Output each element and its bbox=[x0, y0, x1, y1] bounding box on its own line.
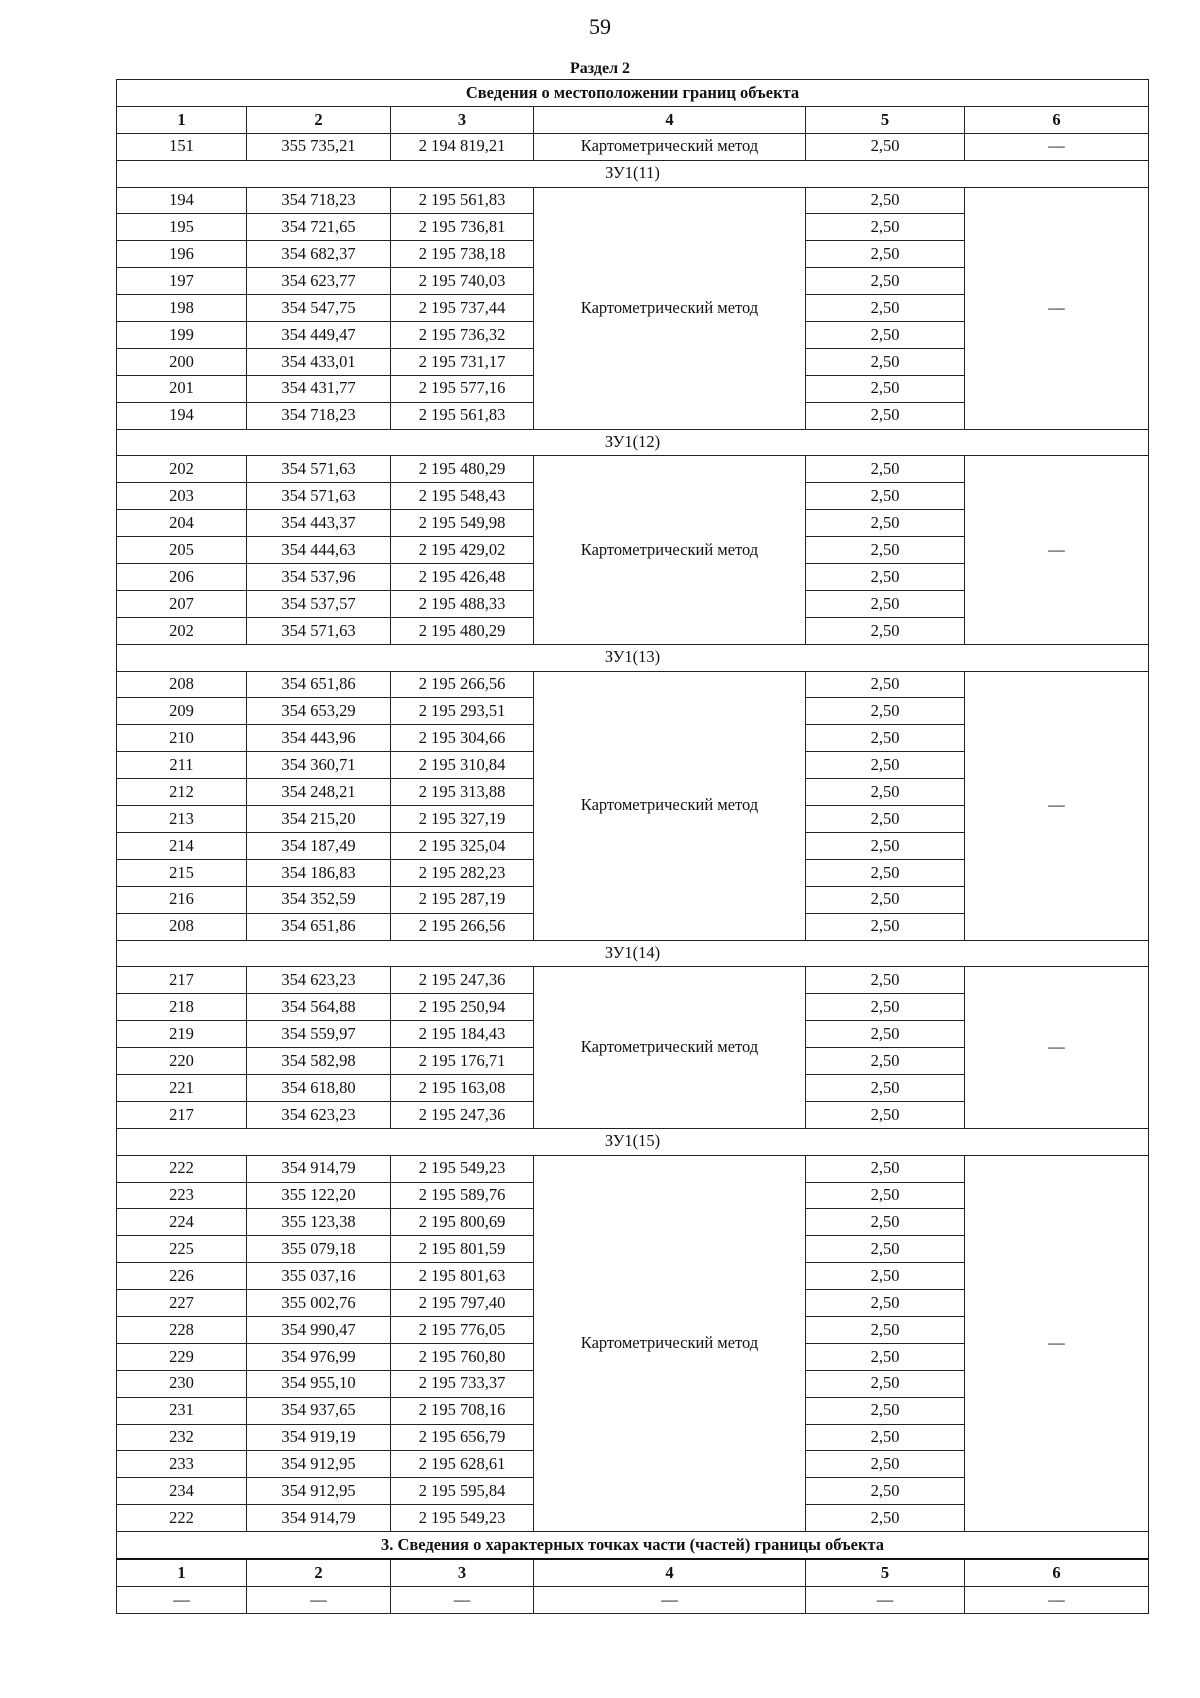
point-number: 200 bbox=[117, 348, 247, 375]
point-number: 199 bbox=[117, 322, 247, 349]
precision-value: 2,50 bbox=[806, 1478, 965, 1505]
point-number: 197 bbox=[117, 268, 247, 295]
part3-row bbox=[117, 1586, 1149, 1613]
boundary-table bbox=[116, 79, 1149, 1614]
coordinate-x: 354 215,20 bbox=[247, 806, 391, 833]
part3-column-header-2: 2 bbox=[247, 1559, 391, 1586]
coordinate-x: 354 623,23 bbox=[247, 967, 391, 994]
part3-column-header-row bbox=[117, 1559, 1149, 1586]
coordinate-x: 354 651,86 bbox=[247, 913, 391, 940]
coordinate-x: 354 718,23 bbox=[247, 402, 391, 429]
point-number: 196 bbox=[117, 241, 247, 268]
coordinate-x: 354 718,23 bbox=[247, 187, 391, 214]
precision-value: 2,50 bbox=[806, 187, 965, 214]
precision-value: 2,50 bbox=[806, 913, 965, 940]
point-number: 228 bbox=[117, 1316, 247, 1343]
point-number: 219 bbox=[117, 1021, 247, 1048]
group-label: ЗУ1(14) bbox=[117, 940, 1149, 967]
coordinate-y: 2 195 429,02 bbox=[391, 537, 534, 564]
point-number: 211 bbox=[117, 752, 247, 779]
coordinate-x: 354 912,95 bbox=[247, 1478, 391, 1505]
group-row bbox=[117, 160, 1149, 187]
precision-value: 2,50 bbox=[806, 967, 965, 994]
coordinate-x: 354 651,86 bbox=[247, 671, 391, 698]
point-number: 220 bbox=[117, 1048, 247, 1075]
table-title-row bbox=[117, 80, 1149, 107]
coordinate-y: 2 195 304,66 bbox=[391, 725, 534, 752]
coordinate-x: 354 547,75 bbox=[247, 295, 391, 322]
precision-value: 2,50 bbox=[806, 886, 965, 913]
point-number: 209 bbox=[117, 698, 247, 725]
cell-col-6: — bbox=[965, 133, 1149, 160]
coordinate-y: 2 195 287,19 bbox=[391, 886, 534, 913]
coordinate-x: 354 571,63 bbox=[247, 483, 391, 510]
precision-value: 2,50 bbox=[806, 268, 965, 295]
precision-value: 2,50 bbox=[806, 698, 965, 725]
coordinate-y: 2 195 561,83 bbox=[391, 187, 534, 214]
coordinate-y: 2 195 163,08 bbox=[391, 1074, 534, 1101]
coordinate-x: 354 571,63 bbox=[247, 617, 391, 644]
coordinate-x: 354 537,57 bbox=[247, 590, 391, 617]
description-cell: — bbox=[965, 456, 1149, 644]
coordinate-x: 354 187,49 bbox=[247, 832, 391, 859]
part3-cell-col-5: — bbox=[806, 1586, 965, 1613]
coordinate-x: 354 618,80 bbox=[247, 1074, 391, 1101]
coordinate-x: 354 360,71 bbox=[247, 752, 391, 779]
coordinate-x: 354 431,77 bbox=[247, 375, 391, 402]
coordinate-x: 354 248,21 bbox=[247, 779, 391, 806]
precision-value: 2,50 bbox=[806, 1316, 965, 1343]
coordinate-x: 354 537,96 bbox=[247, 564, 391, 591]
coordinate-y: 2 195 628,61 bbox=[391, 1451, 534, 1478]
column-header-row bbox=[117, 106, 1149, 133]
part3-title: 3. Сведения о характерных точках части (частей) границы объекта bbox=[117, 1532, 1149, 1559]
precision-value: 2,50 bbox=[806, 214, 965, 241]
coordinate-y: 2 195 327,19 bbox=[391, 806, 534, 833]
method-cell: Картометрический метод bbox=[534, 967, 806, 1128]
coordinate-x: 354 912,95 bbox=[247, 1451, 391, 1478]
coordinate-y: 2 195 488,33 bbox=[391, 590, 534, 617]
coordinate-x: 354 352,59 bbox=[247, 886, 391, 913]
table-row bbox=[117, 133, 1149, 160]
cell-col-2: 355 735,21 bbox=[247, 133, 391, 160]
coordinate-x: 354 582,98 bbox=[247, 1048, 391, 1075]
coordinate-y: 2 195 250,94 bbox=[391, 994, 534, 1021]
coordinate-y: 2 195 561,83 bbox=[391, 402, 534, 429]
coordinate-x: 354 433,01 bbox=[247, 348, 391, 375]
coordinate-x: 354 721,65 bbox=[247, 214, 391, 241]
coordinate-x: 354 914,79 bbox=[247, 1155, 391, 1182]
coordinate-y: 2 195 480,29 bbox=[391, 617, 534, 644]
point-number: 194 bbox=[117, 187, 247, 214]
precision-value: 2,50 bbox=[806, 1424, 965, 1451]
coordinate-y: 2 195 736,81 bbox=[391, 214, 534, 241]
group-label: ЗУ1(12) bbox=[117, 429, 1149, 456]
coordinate-x: 354 186,83 bbox=[247, 859, 391, 886]
coordinate-x: 354 955,10 bbox=[247, 1370, 391, 1397]
table-row bbox=[117, 671, 1149, 698]
point-number: 224 bbox=[117, 1209, 247, 1236]
table-row bbox=[117, 187, 1149, 214]
coordinate-y: 2 195 801,59 bbox=[391, 1236, 534, 1263]
point-number: 203 bbox=[117, 483, 247, 510]
coordinate-x: 354 559,97 bbox=[247, 1021, 391, 1048]
group-row bbox=[117, 940, 1149, 967]
coordinate-y: 2 195 548,43 bbox=[391, 483, 534, 510]
precision-value: 2,50 bbox=[806, 1505, 965, 1532]
precision-value: 2,50 bbox=[806, 1451, 965, 1478]
table-title: Сведения о местоположении границ объекта bbox=[117, 80, 1149, 107]
precision-value: 2,50 bbox=[806, 1343, 965, 1370]
point-number: 201 bbox=[117, 375, 247, 402]
precision-value: 2,50 bbox=[806, 752, 965, 779]
column-header-5: 5 bbox=[806, 106, 965, 133]
coordinate-x: 354 564,88 bbox=[247, 994, 391, 1021]
precision-value: 2,50 bbox=[806, 1155, 965, 1182]
point-number: 234 bbox=[117, 1478, 247, 1505]
precision-value: 2,50 bbox=[806, 1236, 965, 1263]
precision-value: 2,50 bbox=[806, 322, 965, 349]
method-cell: Картометрический метод bbox=[534, 671, 806, 940]
coordinate-y: 2 195 266,56 bbox=[391, 671, 534, 698]
precision-value: 2,50 bbox=[806, 832, 965, 859]
coordinate-y: 2 195 426,48 bbox=[391, 564, 534, 591]
precision-value: 2,50 bbox=[806, 295, 965, 322]
coordinate-y: 2 195 740,03 bbox=[391, 268, 534, 295]
point-number: 230 bbox=[117, 1370, 247, 1397]
description-cell: — bbox=[965, 671, 1149, 940]
coordinate-y: 2 195 737,44 bbox=[391, 295, 534, 322]
point-number: 222 bbox=[117, 1505, 247, 1532]
column-header-3: 3 bbox=[391, 106, 534, 133]
point-number: 213 bbox=[117, 806, 247, 833]
description-cell: — bbox=[965, 187, 1149, 429]
point-number: 195 bbox=[117, 214, 247, 241]
precision-value: 2,50 bbox=[806, 806, 965, 833]
coordinate-y: 2 195 266,56 bbox=[391, 913, 534, 940]
precision-value: 2,50 bbox=[806, 590, 965, 617]
coordinate-y: 2 195 797,40 bbox=[391, 1290, 534, 1317]
precision-value: 2,50 bbox=[806, 859, 965, 886]
part3-column-header-3: 3 bbox=[391, 1559, 534, 1586]
coordinate-x: 354 937,65 bbox=[247, 1397, 391, 1424]
coordinate-y: 2 195 708,16 bbox=[391, 1397, 534, 1424]
coordinate-y: 2 195 549,23 bbox=[391, 1505, 534, 1532]
coordinate-x: 354 571,63 bbox=[247, 456, 391, 483]
cell-col-5: 2,50 bbox=[806, 133, 965, 160]
description-cell: — bbox=[965, 1155, 1149, 1531]
coordinate-y: 2 195 310,84 bbox=[391, 752, 534, 779]
point-number: 204 bbox=[117, 510, 247, 537]
coordinate-y: 2 195 595,84 bbox=[391, 1478, 534, 1505]
precision-value: 2,50 bbox=[806, 375, 965, 402]
table-row bbox=[117, 967, 1149, 994]
precision-value: 2,50 bbox=[806, 537, 965, 564]
precision-value: 2,50 bbox=[806, 725, 965, 752]
coordinate-y: 2 195 293,51 bbox=[391, 698, 534, 725]
column-header-4: 4 bbox=[534, 106, 806, 133]
coordinate-y: 2 195 801,63 bbox=[391, 1263, 534, 1290]
point-number: 212 bbox=[117, 779, 247, 806]
precision-value: 2,50 bbox=[806, 348, 965, 375]
coordinate-y: 2 195 733,37 bbox=[391, 1370, 534, 1397]
coordinate-x: 354 990,47 bbox=[247, 1316, 391, 1343]
precision-value: 2,50 bbox=[806, 779, 965, 806]
point-number: 217 bbox=[117, 1101, 247, 1128]
method-cell: Картометрический метод bbox=[534, 456, 806, 644]
precision-value: 2,50 bbox=[806, 1397, 965, 1424]
method-cell: Картометрический метод bbox=[534, 187, 806, 429]
coordinate-y: 2 195 247,36 bbox=[391, 967, 534, 994]
coordinate-x: 354 653,29 bbox=[247, 698, 391, 725]
point-number: 222 bbox=[117, 1155, 247, 1182]
point-number: 202 bbox=[117, 456, 247, 483]
coordinate-y: 2 195 282,23 bbox=[391, 859, 534, 886]
table-row bbox=[117, 1155, 1149, 1182]
coordinate-y: 2 195 738,18 bbox=[391, 241, 534, 268]
point-number: 194 bbox=[117, 402, 247, 429]
point-number: 232 bbox=[117, 1424, 247, 1451]
coordinate-x: 355 037,16 bbox=[247, 1263, 391, 1290]
coordinate-y: 2 195 656,79 bbox=[391, 1424, 534, 1451]
precision-value: 2,50 bbox=[806, 241, 965, 268]
coordinate-x: 354 914,79 bbox=[247, 1505, 391, 1532]
description-cell: — bbox=[965, 967, 1149, 1128]
section-title: Раздел 2 bbox=[569, 60, 631, 77]
point-number: 221 bbox=[117, 1074, 247, 1101]
point-number: 208 bbox=[117, 913, 247, 940]
point-number: 205 bbox=[117, 537, 247, 564]
coordinate-x: 354 623,77 bbox=[247, 268, 391, 295]
point-number: 208 bbox=[117, 671, 247, 698]
coordinate-y: 2 195 549,23 bbox=[391, 1155, 534, 1182]
point-number: 223 bbox=[117, 1182, 247, 1209]
precision-value: 2,50 bbox=[806, 1209, 965, 1236]
point-number: 227 bbox=[117, 1290, 247, 1317]
precision-value: 2,50 bbox=[806, 510, 965, 537]
part3-cell-col-1: — bbox=[117, 1586, 247, 1613]
coordinate-x: 354 682,37 bbox=[247, 241, 391, 268]
coordinate-x: 354 976,99 bbox=[247, 1343, 391, 1370]
coordinate-y: 2 195 184,43 bbox=[391, 1021, 534, 1048]
part3-column-header-6: 6 bbox=[965, 1559, 1149, 1586]
method-cell: Картометрический метод bbox=[534, 1155, 806, 1531]
coordinate-y: 2 195 549,98 bbox=[391, 510, 534, 537]
column-header-6: 6 bbox=[965, 106, 1149, 133]
point-number: 198 bbox=[117, 295, 247, 322]
point-number: 226 bbox=[117, 1263, 247, 1290]
group-row bbox=[117, 429, 1149, 456]
part3-column-header-5: 5 bbox=[806, 1559, 965, 1586]
point-number: 215 bbox=[117, 859, 247, 886]
group-label: ЗУ1(15) bbox=[117, 1128, 1149, 1155]
precision-value: 2,50 bbox=[806, 456, 965, 483]
coordinate-y: 2 195 325,04 bbox=[391, 832, 534, 859]
cell-col-4: Картометрический метод bbox=[534, 133, 806, 160]
cell-col-1: 151 bbox=[117, 133, 247, 160]
coordinate-y: 2 195 760,80 bbox=[391, 1343, 534, 1370]
precision-value: 2,50 bbox=[806, 402, 965, 429]
coordinate-x: 354 623,23 bbox=[247, 1101, 391, 1128]
coordinate-y: 2 195 731,17 bbox=[391, 348, 534, 375]
part3-cell-col-4: — bbox=[534, 1586, 806, 1613]
part3-cell-col-6: — bbox=[965, 1586, 1149, 1613]
table-row bbox=[117, 456, 1149, 483]
part3-column-header-4: 4 bbox=[534, 1559, 806, 1586]
precision-value: 2,50 bbox=[806, 483, 965, 510]
coordinate-x: 354 449,47 bbox=[247, 322, 391, 349]
coordinate-y: 2 195 480,29 bbox=[391, 456, 534, 483]
coordinate-x: 354 443,96 bbox=[247, 725, 391, 752]
precision-value: 2,50 bbox=[806, 1101, 965, 1128]
part3-cell-col-3: — bbox=[391, 1586, 534, 1613]
point-number: 206 bbox=[117, 564, 247, 591]
coordinate-y: 2 195 800,69 bbox=[391, 1209, 534, 1236]
group-row bbox=[117, 644, 1149, 671]
point-number: 218 bbox=[117, 994, 247, 1021]
group-label: ЗУ1(11) bbox=[117, 160, 1149, 187]
point-number: 202 bbox=[117, 617, 247, 644]
precision-value: 2,50 bbox=[806, 1074, 965, 1101]
coordinate-y: 2 195 247,36 bbox=[391, 1101, 534, 1128]
coordinate-y: 2 195 577,16 bbox=[391, 375, 534, 402]
group-row bbox=[117, 1128, 1149, 1155]
coordinate-y: 2 195 589,76 bbox=[391, 1182, 534, 1209]
column-header-2: 2 bbox=[247, 106, 391, 133]
point-number: 229 bbox=[117, 1343, 247, 1370]
precision-value: 2,50 bbox=[806, 1290, 965, 1317]
group-label: ЗУ1(13) bbox=[117, 644, 1149, 671]
precision-value: 2,50 bbox=[806, 564, 965, 591]
coordinate-x: 354 919,19 bbox=[247, 1424, 391, 1451]
coordinate-y: 2 195 313,88 bbox=[391, 779, 534, 806]
coordinate-y: 2 195 176,71 bbox=[391, 1048, 534, 1075]
part3-column-header-1: 1 bbox=[117, 1559, 247, 1586]
coordinate-x: 354 444,63 bbox=[247, 537, 391, 564]
point-number: 210 bbox=[117, 725, 247, 752]
precision-value: 2,50 bbox=[806, 1021, 965, 1048]
part3-title-row bbox=[117, 1532, 1149, 1559]
precision-value: 2,50 bbox=[806, 1182, 965, 1209]
precision-value: 2,50 bbox=[806, 994, 965, 1021]
coordinate-y: 2 195 776,05 bbox=[391, 1316, 534, 1343]
point-number: 217 bbox=[117, 967, 247, 994]
page-number: 59 bbox=[589, 14, 611, 39]
precision-value: 2,50 bbox=[806, 671, 965, 698]
point-number: 207 bbox=[117, 590, 247, 617]
coordinate-x: 355 123,38 bbox=[247, 1209, 391, 1236]
coordinate-x: 355 002,76 bbox=[247, 1290, 391, 1317]
coordinate-y: 2 195 736,32 bbox=[391, 322, 534, 349]
column-header-1: 1 bbox=[117, 106, 247, 133]
precision-value: 2,50 bbox=[806, 617, 965, 644]
coordinate-x: 354 443,37 bbox=[247, 510, 391, 537]
point-number: 216 bbox=[117, 886, 247, 913]
part3-cell-col-2: — bbox=[247, 1586, 391, 1613]
coordinate-x: 355 122,20 bbox=[247, 1182, 391, 1209]
coordinate-x: 355 079,18 bbox=[247, 1236, 391, 1263]
precision-value: 2,50 bbox=[806, 1048, 965, 1075]
precision-value: 2,50 bbox=[806, 1263, 965, 1290]
point-number: 233 bbox=[117, 1451, 247, 1478]
point-number: 231 bbox=[117, 1397, 247, 1424]
point-number: 225 bbox=[117, 1236, 247, 1263]
cell-col-3: 2 194 819,21 bbox=[391, 133, 534, 160]
precision-value: 2,50 bbox=[806, 1370, 965, 1397]
point-number: 214 bbox=[117, 832, 247, 859]
